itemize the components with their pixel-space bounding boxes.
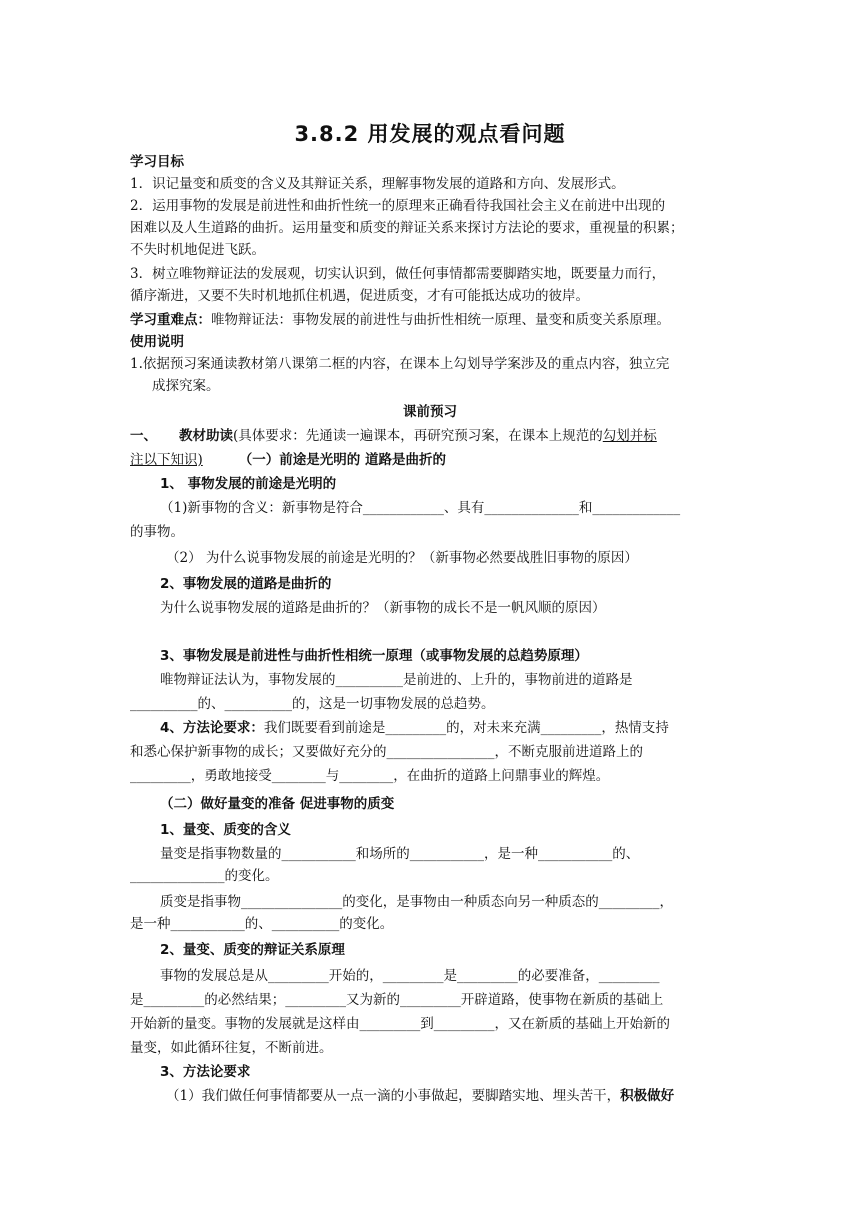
heading-3: 3、事物发展是前进性与曲折性相统一原理（或事物发展的总趋势原理）	[160, 648, 588, 664]
objective-line-2: 2．运用事物的发展是前进性和曲折性统一的原理来正确看待我国社会主义在前进中出现的	[130, 198, 666, 214]
objective-line-1: 1．识记量变和质变的含义及其辩证关系，理解事物发展的道路和方向、发展形式。	[130, 176, 625, 192]
heading-7: 3、方法论要求	[160, 1064, 251, 1080]
section-one-number: 一、	[130, 428, 157, 444]
keypoint-label: 学习重难点：	[130, 312, 211, 328]
objective-line-3: 困难以及人生道路的曲折。运用量变和质变的辩证关系来探讨方法论的要求，重视量的积累；	[130, 220, 684, 236]
document-title: 3.8.2 用发展的观点看问题	[294, 122, 566, 146]
para-8a: 事物的发展总是从_________开始的，_________是_________的必要准备，_________	[160, 968, 660, 984]
keypoint-line	[130, 310, 670, 330]
para-7b: 是一种___________的、__________的变化。	[130, 916, 394, 932]
usage-heading: 使用说明	[130, 334, 184, 350]
para-7a: 质变是指事物_______________的变化，是事物由一种质态向另一种质态的_________，	[160, 894, 673, 910]
para-8d: 量变，如此循环往复，不断前进。	[130, 1040, 333, 1056]
keypoint-text: 唯物辩证法：事物发展的前进性与曲折性相统一原理、量变和质变关系原理。	[211, 312, 670, 328]
heading-4-text: 我们既要看到前途是_________的，对未来充满_________，热情支持	[263, 720, 669, 736]
para-6b: ______________的变化。	[130, 868, 279, 884]
para-9: （1）我们做任何事情都要从一点一滴的小事做起，要脚踏实地、埋头苦干，	[166, 1088, 621, 1104]
objective-line-4: 不失时机地促进飞跃。	[130, 242, 265, 258]
objective-line-5: 3．树立唯物辩证法的发展观，切实认识到，做任何事情都需要脚踏实地，既要量力而行，	[130, 266, 666, 282]
heading-4-line	[160, 718, 669, 738]
para-9-bold: 积极做好	[620, 1088, 675, 1104]
heading-2: 2、事物发展的道路是曲折的	[160, 576, 332, 592]
para-5b: 和悉心保护新事物的成长；又要做好充分的________________，不断克服前进道路上的	[130, 744, 643, 760]
para-8c: 开始新的量变。事物的发展就是这样由_________到_________，又在新质的基础上开始新的	[130, 1016, 670, 1032]
heading-4-label: 4、方法论要求：	[160, 720, 264, 736]
para-3: 为什么说事物发展的道路是曲折的？（新事物的成长不是一帆风顺的原因）	[160, 600, 606, 616]
section-one-line	[130, 426, 657, 446]
section-one-underlined-1: 勾划并标	[602, 428, 657, 444]
section-one-bold: 教材助读	[179, 428, 233, 444]
para-4b: __________的、__________的，这是一切事物发展的总趋势。	[130, 696, 495, 712]
preview-heading: 课前预习	[403, 404, 457, 420]
para-5c: _________，勇敢地接受________与________，在曲折的道路上问鼎事业的辉煌。	[130, 768, 610, 784]
subsection-two-title: （二）做好量变的准备 促进事物的质变	[160, 796, 395, 812]
para-8b: 是_________的必然结果；_________又为新的_________开辟道路，使事物在新质的基础上	[130, 992, 664, 1008]
usage-line-1: 1.依据预习案通读教材第八课第二框的内容，在课本上勾划导学案涉及的重点内容，独立完	[130, 356, 670, 372]
para-1b: 的事物。	[130, 524, 184, 540]
para-2: （2） 为什么说事物发展的前途是光明的？（新事物必然要战胜旧事物的原因）	[166, 550, 638, 566]
para-1a: （1)新事物的含义：新事物是符合____________、具有______________和_____________	[160, 500, 681, 516]
para-4a: 唯物辩证法认为，事物发展的__________是前进的、上升的，事物前进的道路是	[160, 672, 633, 688]
para-9-line	[166, 1086, 674, 1106]
heading-1: 1、 事物发展的前途是光明的	[160, 476, 337, 492]
heading-6: 2、量变、质变的辩证关系原理	[160, 942, 345, 958]
subsection-one-title: （一）前途是光明的 道路是曲折的	[238, 452, 446, 468]
section-one-underlined-2: 注以下知识)	[130, 452, 203, 468]
section-one-text: (具体要求：先通读一遍课本，再研究预习案，在课本上规范的	[233, 428, 603, 444]
objective-line-6: 循序渐进，又要不失时机地抓住机遇，促进质变，才有可能抵达成功的彼岸。	[130, 288, 589, 304]
objectives-heading: 学习目标	[130, 154, 184, 170]
usage-line-2: 成探究案。	[152, 378, 220, 394]
heading-5: 1、量变、质变的含义	[160, 822, 291, 838]
para-6a: 量变是指事物数量的___________和场所的___________，是一种___________的、	[160, 846, 640, 862]
section-one-line-2	[130, 450, 446, 470]
